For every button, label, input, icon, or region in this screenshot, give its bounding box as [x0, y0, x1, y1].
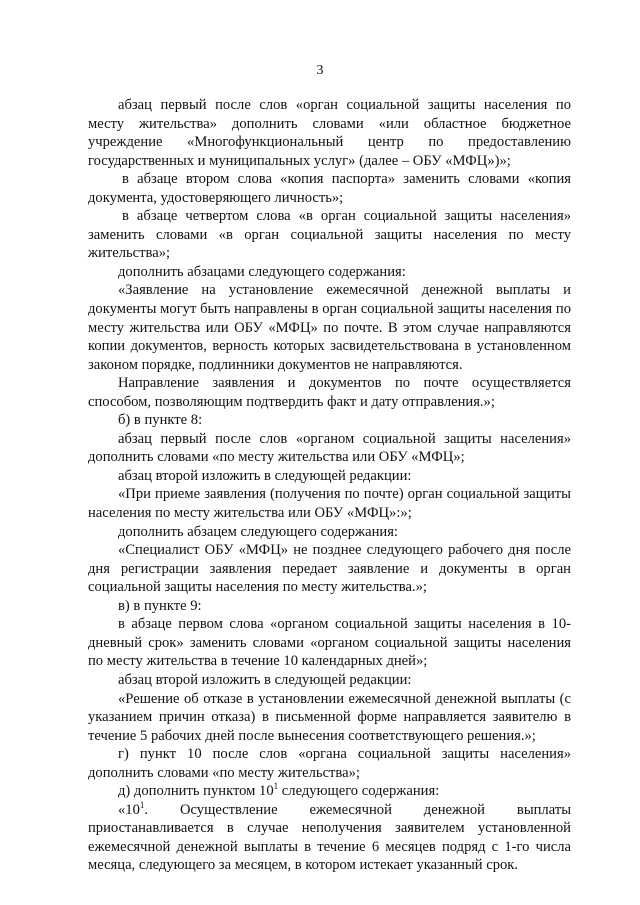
- paragraph: г) пункт 10 после слов «органа социальной защиты населения» дополнить словами «по месту жительства»;: [88, 746, 571, 781]
- point-d-superscript: 1: [273, 781, 279, 792]
- paragraph: в абзаце первом слова «органом социальной защиты населения в 10-дневный срок» заменить словами «органом социальной защиты населения по месту жительства в течение 10 календарных дней»;: [88, 616, 571, 670]
- paragraph: абзац второй изложить в следующей редакции:: [118, 467, 412, 484]
- paragraph: дополнить абзацем следующего содержания:: [118, 523, 398, 540]
- paragraph: в) в пункте 9:: [118, 597, 202, 614]
- paragraph: абзац первый после слов «орган социальной защиты населения по месту жительства» дополнить словами «или областное бюджетное учреждение «Многофункциональный центр по предоставлению государственных и муниципальных услуг» (далее – ОБУ «МФЦ»)»;: [88, 97, 571, 169]
- point-text: . Осуществление ежемесячной денежной выплаты приостанавливается в случае неполучения заявителем установленной ежемесячной денежной выплаты в течение 6 месяцев подряд с 1-го числа месяца, следующего за месяцем, в котором истекает указанный срок.: [88, 801, 571, 874]
- point-d-tail: следующего содержания:: [278, 783, 440, 800]
- paragraph: абзац второй изложить в следующей редакции:: [118, 671, 412, 688]
- document-body: [88, 96, 571, 875]
- paragraph: абзац первый после слов «органом социальной защиты населения» дополнить словами «по месту жительства или ОБУ «МФЦ»;: [88, 430, 571, 466]
- point-number: «10: [118, 801, 140, 818]
- paragraph: в абзаце втором слова «копия паспорта» заменить словами «копия документа, удостоверяющего личность»;: [88, 171, 571, 206]
- paragraph-point-d: [88, 782, 571, 801]
- paragraph: дополнить абзацами следующего содержания:: [118, 263, 406, 280]
- paragraph: «Специалист ОБУ «МФЦ» не позднее следующего рабочего дня после дня регистрации заявления передает заявление и документы в орган социальной защиты населения по месту жительства.»;: [88, 542, 571, 596]
- paragraph: б) в пункте 8:: [118, 412, 203, 429]
- paragraph: Направление заявления и документов по почте осуществляется способом, позволяющим подтвердить факт и дату отправления.»;: [88, 375, 571, 410]
- point-number-superscript: 1: [139, 799, 145, 810]
- paragraph: «Заявление на установление ежемесячной денежной выплаты и документы могут быть направлены в орган социальной защиты населения по месту жительства или ОБУ «МФЦ» по почте. В этом случае направляются копии документов, верность которых засвидетельствована в установленном законом порядке, подлинники документов не направляются.: [88, 282, 571, 373]
- paragraph: «Решение об отказе в установлении ежемесячной денежной выплаты (с указанием причин отказа) в письменной форме направляется заявителю в течение 5 рабочих дней после вынесения соответствующего решения.»;: [88, 690, 571, 744]
- page-number: 3: [316, 63, 324, 78]
- paragraph: в абзаце четвертом слова «в орган социальной защиты населения» заменить словами «в орган социальной защиты населения по месту жительства»;: [88, 208, 571, 262]
- point-d-text: д) дополнить пунктом 10: [118, 783, 274, 800]
- paragraph: «При приеме заявления (получения по почте) орган социальной защиты населения по месту жительства или ОБУ «МФЦ»:»;: [88, 486, 571, 522]
- paragraph-point-10-1: [88, 801, 571, 875]
